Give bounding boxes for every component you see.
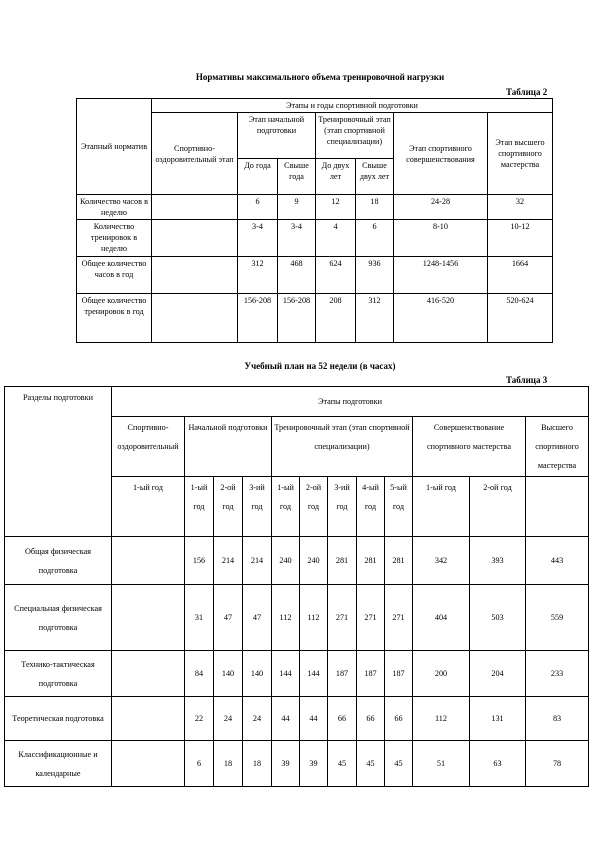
cell: 84 — [185, 651, 214, 697]
cell: 1664 — [488, 257, 553, 294]
t2-header-stages: Этапы и годы спортивной подготовки — [152, 99, 553, 113]
cell: 233 — [526, 651, 589, 697]
t2-header-up-to-year: До года — [238, 159, 278, 195]
cell: 214 — [243, 537, 272, 585]
cell: 468 — [278, 257, 316, 294]
row-label: Общее количество тренировок в год — [77, 294, 152, 343]
cell: 24 — [243, 697, 272, 741]
cell: 10-12 — [488, 220, 553, 257]
cell: 6 — [185, 741, 214, 787]
row-label: Технико-тактическая подготовка — [5, 651, 112, 697]
t3-header-year: 1-ый год — [413, 477, 470, 537]
cell — [112, 697, 185, 741]
cell: 208 — [316, 294, 356, 343]
table-row — [5, 651, 589, 697]
row-label: Общая физическая подготовка — [5, 537, 112, 585]
t3-header-year: 3-ий год — [243, 477, 272, 537]
cell: 144 — [300, 651, 328, 697]
cell: 187 — [385, 651, 413, 697]
t3-header-year: 3-ий год — [328, 477, 357, 537]
t2-header-up-to-two: До двух лет — [316, 159, 356, 195]
cell: 63 — [470, 741, 526, 787]
row-label: Общее количество часов в год — [77, 257, 152, 294]
cell: 936 — [356, 257, 394, 294]
t3-header-year: 1-ый год — [185, 477, 214, 537]
cell — [152, 294, 238, 343]
cell: 45 — [385, 741, 413, 787]
table-row — [77, 294, 553, 343]
cell: 18 — [356, 195, 394, 220]
cell: 271 — [385, 585, 413, 651]
t3-header-initial: Начальной подготовки — [185, 417, 272, 477]
table-row — [5, 741, 589, 787]
table-row — [77, 257, 553, 294]
cell: 204 — [470, 651, 526, 697]
t2-header-training: Тренировочный этап (этап спортивной специализации) — [316, 113, 394, 159]
t2-header-sport-health: Спортивно-оздоровительный этап — [152, 113, 238, 195]
row-label: Количество тренировок в неделю — [77, 220, 152, 257]
cell: 9 — [278, 195, 316, 220]
cell: 156-208 — [278, 294, 316, 343]
cell: 44 — [272, 697, 300, 741]
cell: 12 — [316, 195, 356, 220]
table2-number: Таблица 2 — [506, 87, 548, 97]
cell: 404 — [413, 585, 470, 651]
cell: 131 — [470, 697, 526, 741]
cell: 187 — [328, 651, 357, 697]
cell: 31 — [185, 585, 214, 651]
row-label: Теоретическая подготовка — [5, 697, 112, 741]
cell: 112 — [300, 585, 328, 651]
cell: 18 — [243, 741, 272, 787]
cell — [152, 195, 238, 220]
cell — [112, 741, 185, 787]
cell: 520-624 — [488, 294, 553, 343]
cell: 187 — [357, 651, 385, 697]
cell: 4 — [316, 220, 356, 257]
cell: 416-520 — [394, 294, 488, 343]
t3-header-first-year: 1-ый год — [112, 477, 185, 537]
t3-header-training: Тренировочный этап (этап спортивной специализации) — [272, 417, 413, 477]
cell: 45 — [357, 741, 385, 787]
cell: 112 — [413, 697, 470, 741]
table2-title: Нормативы максимального объема тренировочной нагрузки — [195, 72, 445, 82]
cell: 559 — [526, 585, 589, 651]
cell: 47 — [214, 585, 243, 651]
table3-number: Таблица 3 — [506, 375, 548, 385]
cell: 281 — [357, 537, 385, 585]
table-row — [5, 697, 589, 741]
cell: 24 — [214, 697, 243, 741]
cell: 83 — [526, 697, 589, 741]
cell — [152, 257, 238, 294]
t2-header-sport-improvement: Этап спортивного совершенствования — [394, 113, 488, 195]
cell: 66 — [385, 697, 413, 741]
t2-header-initial: Этап начальной подготовки — [238, 113, 316, 159]
cell: 503 — [470, 585, 526, 651]
cell: 66 — [357, 697, 385, 741]
cell: 1248-1456 — [394, 257, 488, 294]
cell: 271 — [357, 585, 385, 651]
cell: 6 — [356, 220, 394, 257]
cell: 45 — [328, 741, 357, 787]
cell: 32 — [488, 195, 553, 220]
t3-header-year: 2-ой год — [300, 477, 328, 537]
cell: 47 — [243, 585, 272, 651]
cell — [112, 651, 185, 697]
cell: 24-28 — [394, 195, 488, 220]
t3-header-sections: Разделы подготовки — [5, 387, 112, 537]
t3-header-sport-health: Спортивно-оздоровительный — [112, 417, 185, 477]
t3-header-year: 5-ый год — [385, 477, 413, 537]
cell: 112 — [272, 585, 300, 651]
table3-title: Учебный план на 52 недели (в часах) — [244, 361, 396, 371]
cell: 44 — [300, 697, 328, 741]
t3-header-year: 1-ый год — [272, 477, 300, 537]
cell: 271 — [328, 585, 357, 651]
cell: 156-208 — [238, 294, 278, 343]
t3-header-year: 2-ой год — [470, 477, 526, 537]
cell: 393 — [470, 537, 526, 585]
cell: 66 — [328, 697, 357, 741]
cell: 200 — [413, 651, 470, 697]
row-label: Классификационные и календарные — [5, 741, 112, 787]
t2-header-over-year: Свыше года — [278, 159, 316, 195]
cell: 8-10 — [394, 220, 488, 257]
cell: 51 — [413, 741, 470, 787]
table-row — [77, 220, 553, 257]
table-row — [77, 195, 553, 220]
cell: 624 — [316, 257, 356, 294]
cell: 6 — [238, 195, 278, 220]
t3-header-year: 4-ый год — [357, 477, 385, 537]
cell: 156 — [185, 537, 214, 585]
table-row — [5, 537, 589, 585]
cell: 22 — [185, 697, 214, 741]
cell: 342 — [413, 537, 470, 585]
t3-header-improvement: Совершенствование спортивного мастерства — [413, 417, 526, 477]
t3-header-year: 2-ой год — [214, 477, 243, 537]
table3 — [4, 386, 589, 787]
t3-header-high: Высшего спортивного мастерства — [526, 417, 589, 477]
cell: 281 — [328, 537, 357, 585]
table-row — [5, 585, 589, 651]
cell: 78 — [526, 741, 589, 787]
cell — [152, 220, 238, 257]
table2 — [76, 98, 553, 343]
cell: 39 — [272, 741, 300, 787]
cell: 144 — [272, 651, 300, 697]
cell: 240 — [272, 537, 300, 585]
cell: 3-4 — [238, 220, 278, 257]
t2-header-normatives: Этапный норматив — [77, 99, 152, 195]
cell — [112, 537, 185, 585]
cell: 312 — [356, 294, 394, 343]
cell: 140 — [243, 651, 272, 697]
t2-header-over-two: Свыше двух лет — [356, 159, 394, 195]
cell — [112, 585, 185, 651]
cell: 214 — [214, 537, 243, 585]
cell: 281 — [385, 537, 413, 585]
cell: 443 — [526, 537, 589, 585]
cell: 3-4 — [278, 220, 316, 257]
cell: 140 — [214, 651, 243, 697]
cell: 39 — [300, 741, 328, 787]
cell: 18 — [214, 741, 243, 787]
t3-header-stages: Этапы подготовки — [112, 387, 589, 417]
cell: 312 — [238, 257, 278, 294]
row-label: Специальная физическая подготовка — [5, 585, 112, 651]
row-label: Количество часов в неделю — [77, 195, 152, 220]
cell: 240 — [300, 537, 328, 585]
t2-header-high-mastery: Этап высшего спортивного мастерства — [488, 113, 553, 195]
